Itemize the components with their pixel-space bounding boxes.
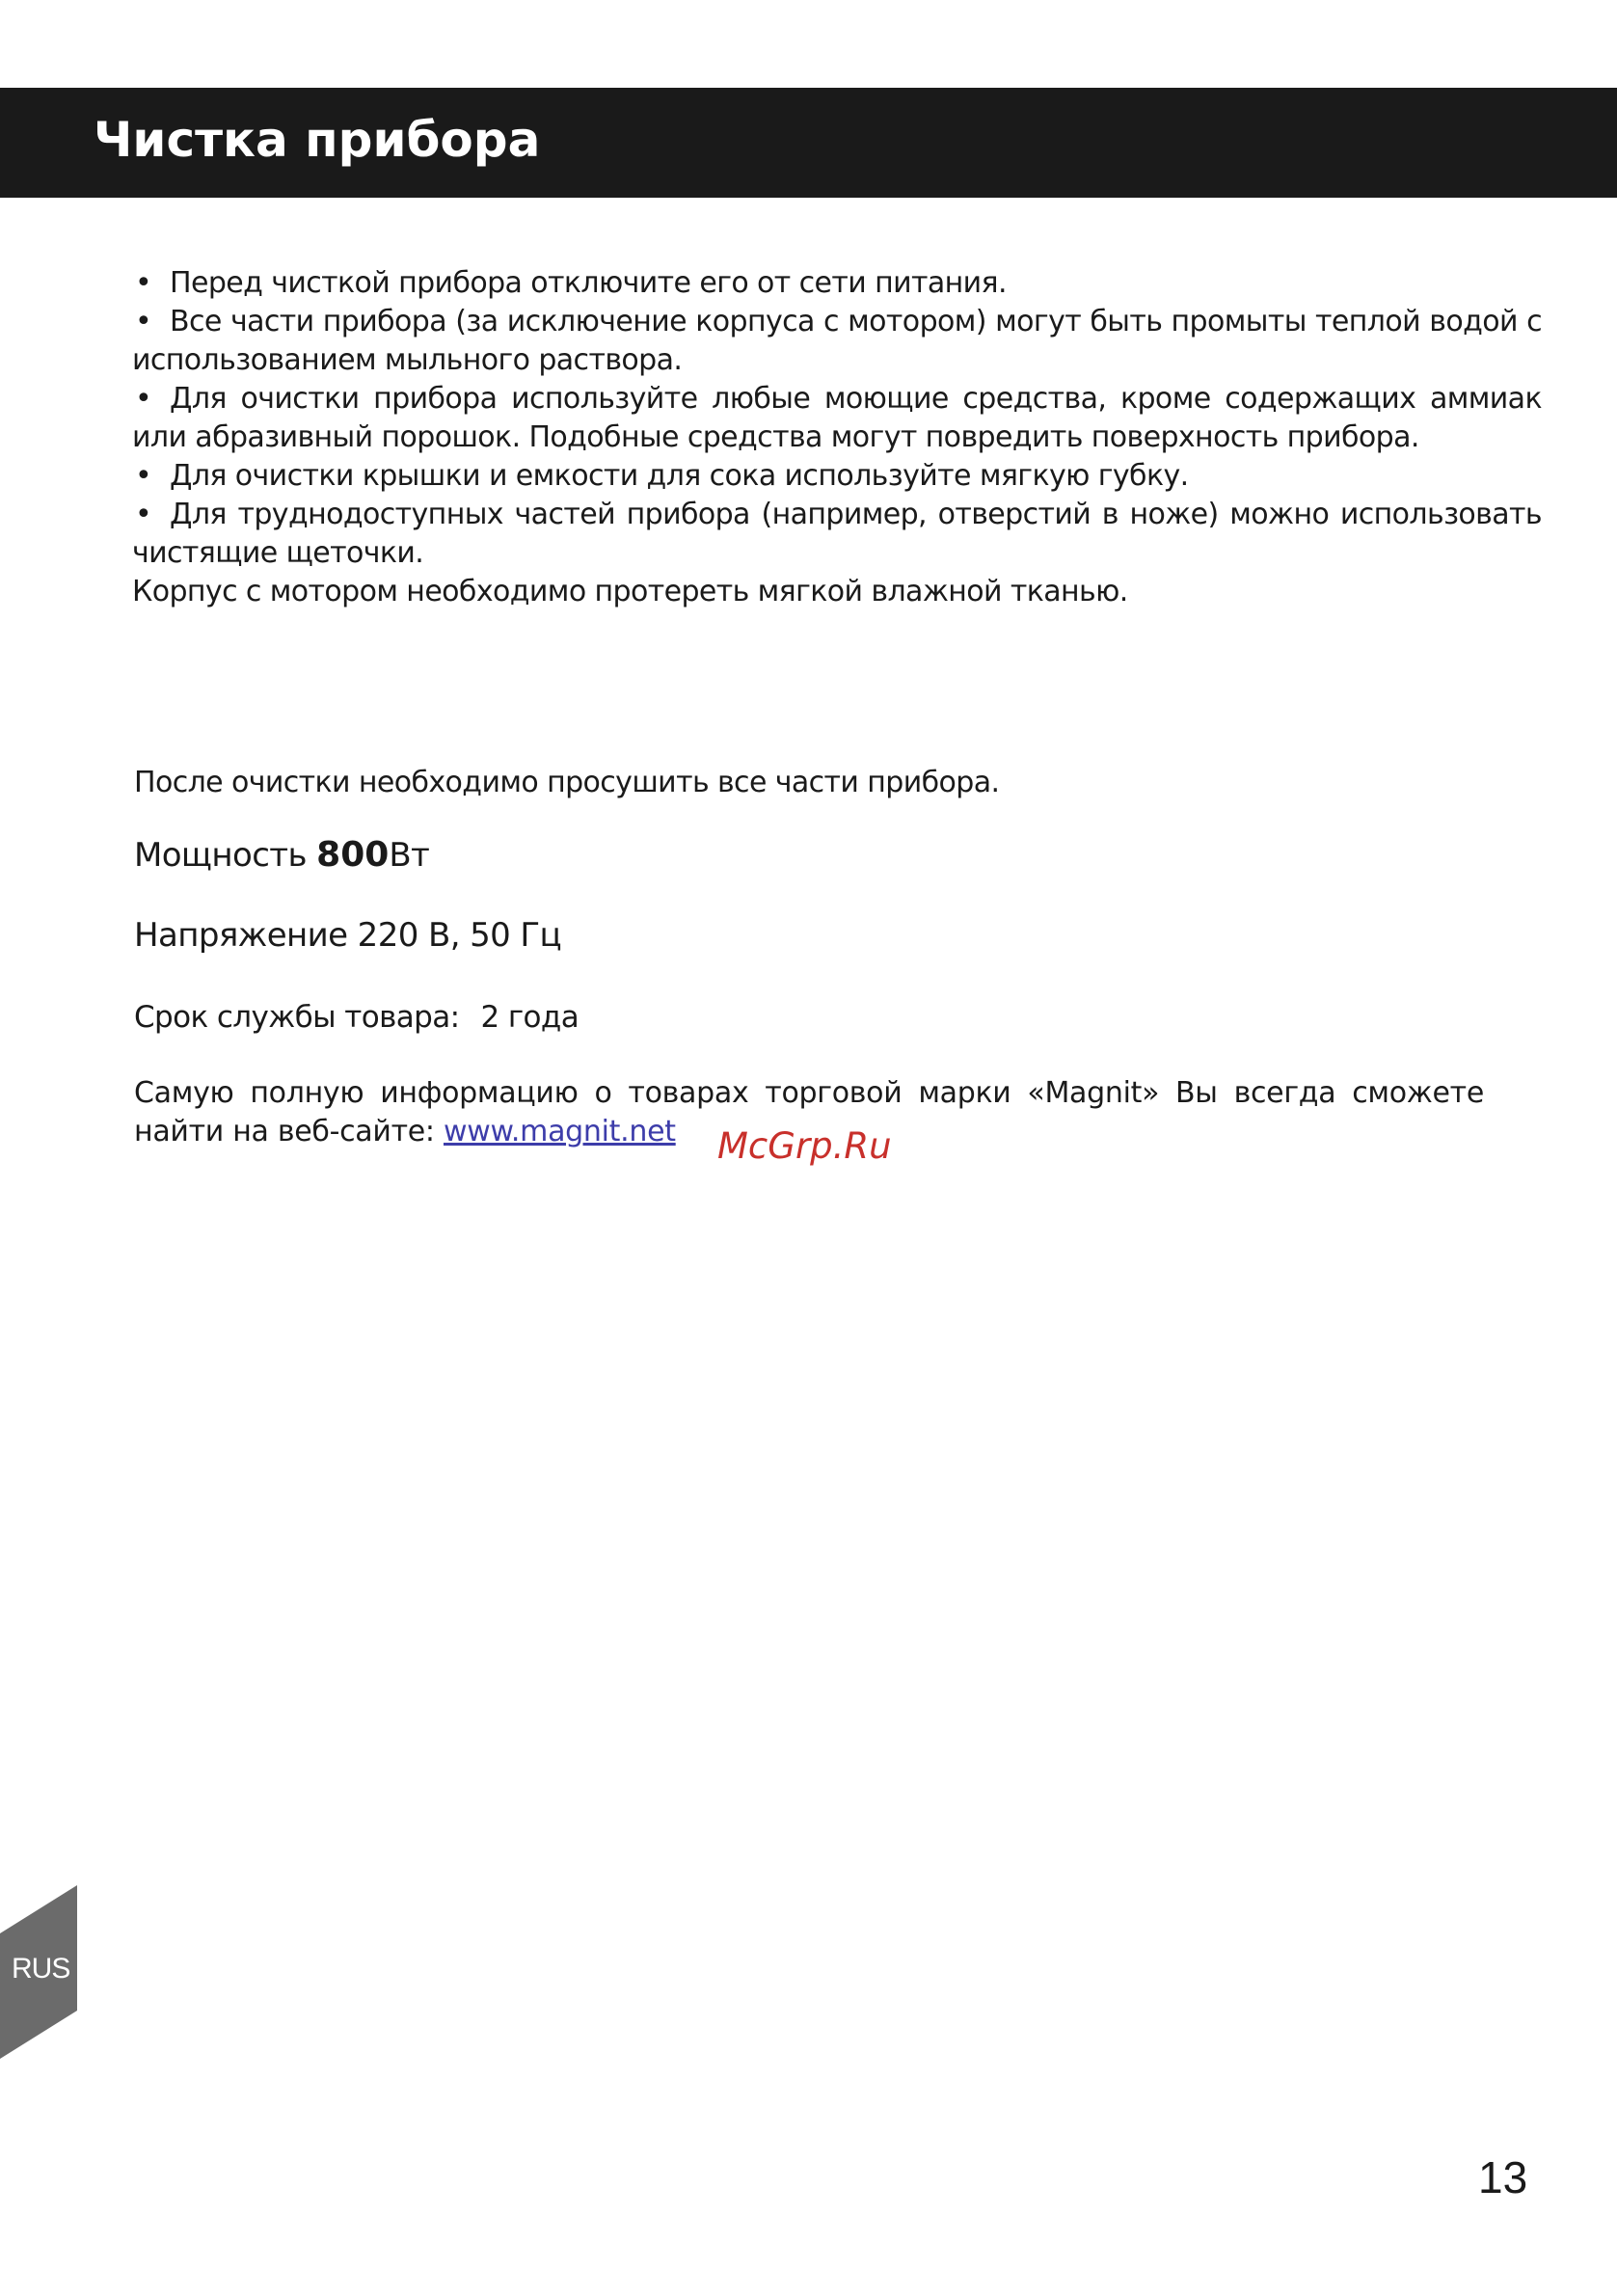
section-header-bar [0,88,1617,198]
bullet-text: Для труднодоступных частей прибора (например, отверстий в ноже) можно использовать чистящие щеточки. [132,498,1542,570]
language-tab [0,1885,77,2059]
service-life-label: Срок службы товара: [134,1000,460,1035]
bullet-marker: • [135,382,152,416]
bullet-marker: • [135,266,152,300]
power-label: Мощность [134,836,307,875]
bullet-text: Все части прибора (за исключение корпуса с мотором) могут быть промыты теплой водой с использованием мыльного раствора. [132,305,1542,377]
website-link[interactable]: www.magnit.net [443,1115,676,1148]
power-unit: Вт [389,836,430,875]
bullet-text: Перед чисткой прибора отключите его от сети питания. [170,266,1007,300]
bullet-text: Для очистки прибора используйте любые моющие средства, кроме содержащих аммиак или абразивный порошок. Подобные средства могут повредить поверхность прибора. [132,382,1542,454]
voltage-spec: Напряжение 220 В, 50 Гц [134,916,562,955]
service-life-value: 2 года [480,1000,579,1035]
bullet-item [132,380,1542,457]
website-info-text: Самую полную информацию о товарах торговой марки «Magnit» Вы всегда сможете найти на веб-сайте: [134,1076,1484,1148]
cleaning-instructions [132,264,1542,611]
power-spec [134,835,429,875]
bullet-item [132,457,1542,496]
bullet-marker: • [135,459,152,493]
section-title: Чистка прибора [94,112,541,168]
housing-note: Корпус с мотором необходимо протереть мягкой влажной тканью. [132,575,1128,608]
service-life-spec [134,1000,579,1035]
bullet-text: Для очистки крышки и емкости для сока используйте мягкую губку. [170,459,1189,493]
language-label: RUS [12,1953,70,1985]
drying-note: После очистки необходимо просушить все части прибора. [134,766,1000,799]
watermark: McGrp.Ru [717,1125,892,1167]
bullet-item [132,264,1542,303]
bullet-item [132,496,1542,573]
bullet-item [132,303,1542,380]
bullet-marker: • [135,305,152,338]
page-number: 13 [1478,2152,1528,2202]
bullet-marker: • [135,498,152,531]
power-value: 800 [316,835,390,875]
